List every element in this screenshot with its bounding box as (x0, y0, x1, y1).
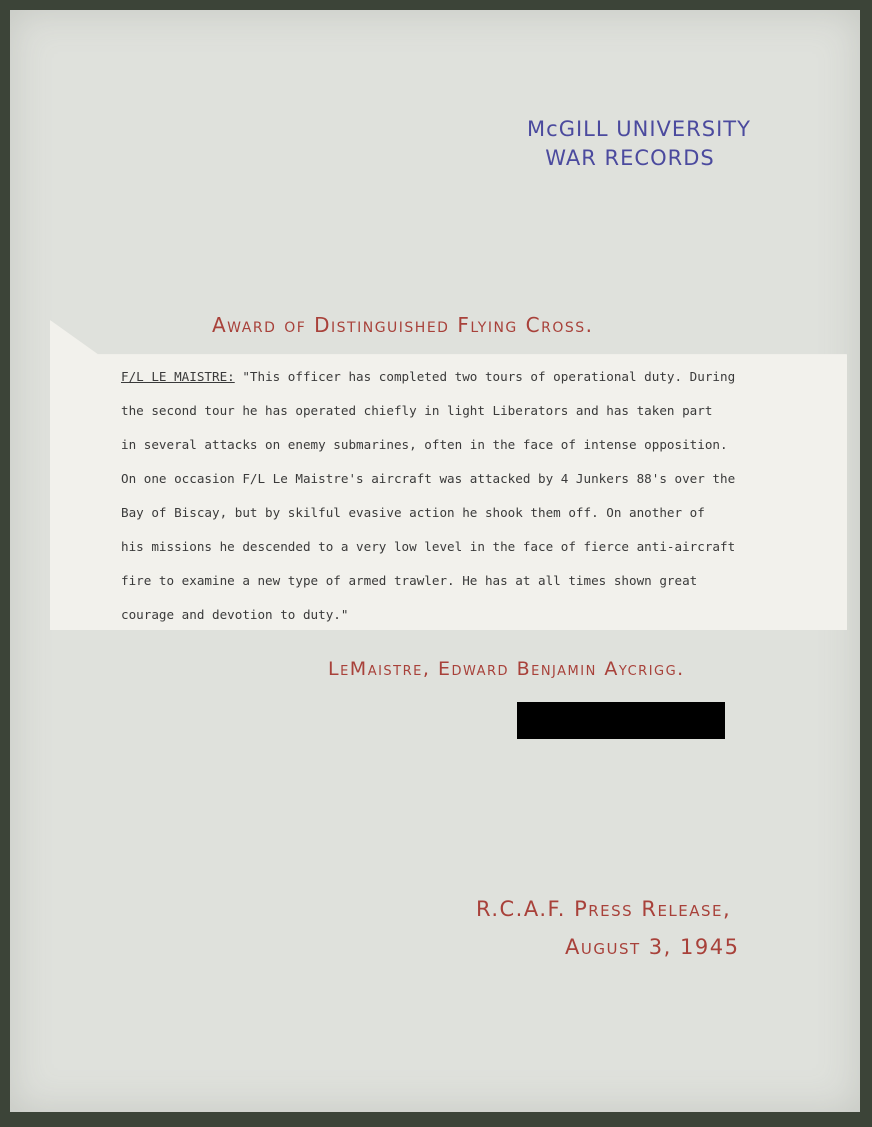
redaction-bar (517, 702, 725, 739)
clipping-line (121, 360, 821, 394)
clipping-line: On one occasion F/L Le Maistre's aircraft was attacked by 4 Junkers 88's over the (121, 471, 736, 486)
clipping-label: F/L LE MAISTRE: (121, 369, 235, 384)
university-stamp (470, 115, 790, 173)
clipping-first-line: "This officer has completed two tours of operational duty. During (234, 369, 736, 384)
clipping-text (121, 360, 821, 632)
clipping-line: Bay of Biscay, but by skilful evasive action he shook them off. On another of (121, 505, 705, 520)
clipping-line: fire to examine a new type of armed trawler. He has at all times shown great (121, 573, 698, 588)
stamp-line-2: WAR RECORDS (545, 146, 715, 170)
recipient-name: LeMaistre, Edward Benjamin Aycrigg. (328, 658, 685, 680)
clipping-line: the second tour he has operated chiefly in light Liberators and has taken part (121, 403, 713, 418)
source-line-1: R.C.A.F. Press Release, (476, 897, 732, 921)
clipping-line: in several attacks on enemy submarines, often in the face of intense opposition. (121, 437, 728, 452)
award-heading: Award of Distinguished Flying Cross. (212, 313, 594, 337)
stamp-line-1: McGILL UNIVERSITY (527, 117, 751, 141)
clipping-line: courage and devotion to duty." (121, 607, 349, 622)
clipping-line: his missions he descended to a very low level in the face of fierce anti-aircraft (121, 539, 736, 554)
source-date: August 3, 1945 (565, 935, 740, 959)
